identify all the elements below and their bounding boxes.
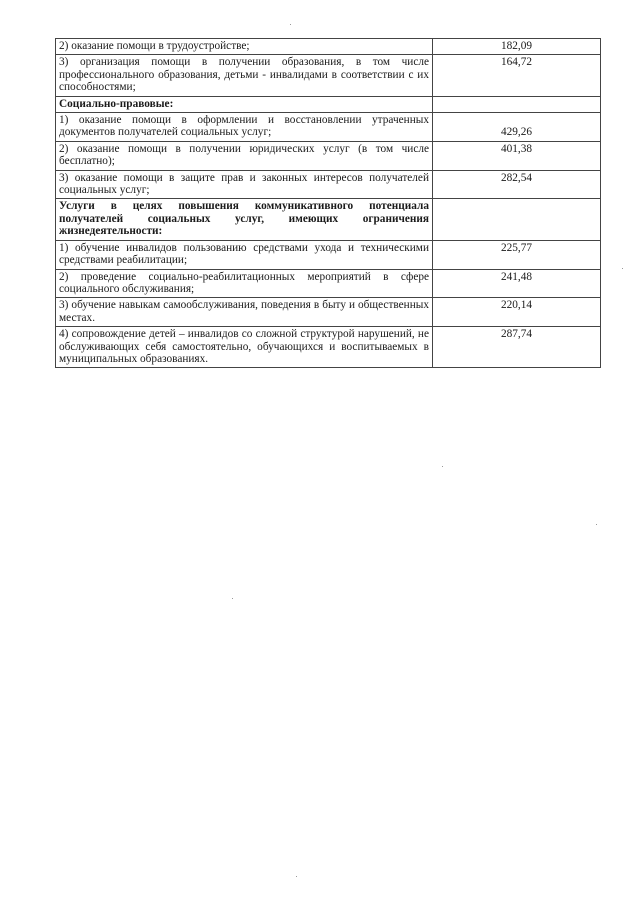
service-price	[433, 96, 601, 112]
section-heading-row	[56, 96, 601, 112]
scan-speck	[442, 466, 443, 467]
section-heading: Социально-правовые:	[56, 96, 433, 112]
service-price: 401,38	[433, 141, 601, 170]
service-description: 2) оказание помощи в получении юридических услуг (в том числе бесплатно);	[56, 141, 433, 170]
service-price: 225,77	[433, 240, 601, 269]
service-price: 287,74	[433, 327, 601, 368]
service-price: 429,26	[433, 113, 601, 142]
scan-speck	[290, 24, 291, 25]
table-row	[56, 240, 601, 269]
service-description: 4) сопровождение детей – инвалидов со сложной структурой нарушений, не обслуживающих себя самостоятельно, обучающихся и воспитываемых в муниципальных образованиях.	[56, 327, 433, 368]
scan-speck	[622, 268, 623, 269]
table-row	[56, 113, 601, 142]
table-row	[56, 141, 601, 170]
table-row	[56, 327, 601, 368]
service-price: 164,72	[433, 55, 601, 96]
service-price: 282,54	[433, 170, 601, 199]
service-description: 1) обучение инвалидов пользованию средствами ухода и техническими средствами реабилитации;	[56, 240, 433, 269]
service-price: 241,48	[433, 269, 601, 298]
scan-speck	[596, 524, 597, 525]
service-description: 3) оказание помощи в защите прав и законных интересов получателей социальных услуг;	[56, 170, 433, 199]
service-description: 1) оказание помощи в оформлении и восстановлении утраченных документов получателей социальных услуг;	[56, 113, 433, 142]
service-price: 220,14	[433, 298, 601, 327]
table-row	[56, 269, 601, 298]
service-price	[433, 199, 601, 240]
service-price: 182,09	[433, 39, 601, 55]
service-description: 3) организация помощи в получении образования, в том числе профессионального образования, детьми - инвалидами в соответствии с их способностями;	[56, 55, 433, 96]
section-heading: Услуги в целях повышения коммуникативного потенциала получателей социальных услуг, имеющих ограничения жизнедеятельности:	[56, 199, 433, 240]
services-price-table	[55, 38, 601, 368]
table-row	[56, 55, 601, 96]
service-description: 3) обучение навыкам самообслуживания, поведения в быту и общественных местах.	[56, 298, 433, 327]
table-row	[56, 298, 601, 327]
service-description: 2) оказание помощи в трудоустройстве;	[56, 39, 433, 55]
section-heading-row	[56, 199, 601, 240]
scan-speck	[232, 598, 233, 599]
scan-speck	[296, 876, 297, 877]
table-row	[56, 170, 601, 199]
service-description: 2) проведение социально-реабилитационных мероприятий в сфере социального обслуживания;	[56, 269, 433, 298]
table-row	[56, 39, 601, 55]
